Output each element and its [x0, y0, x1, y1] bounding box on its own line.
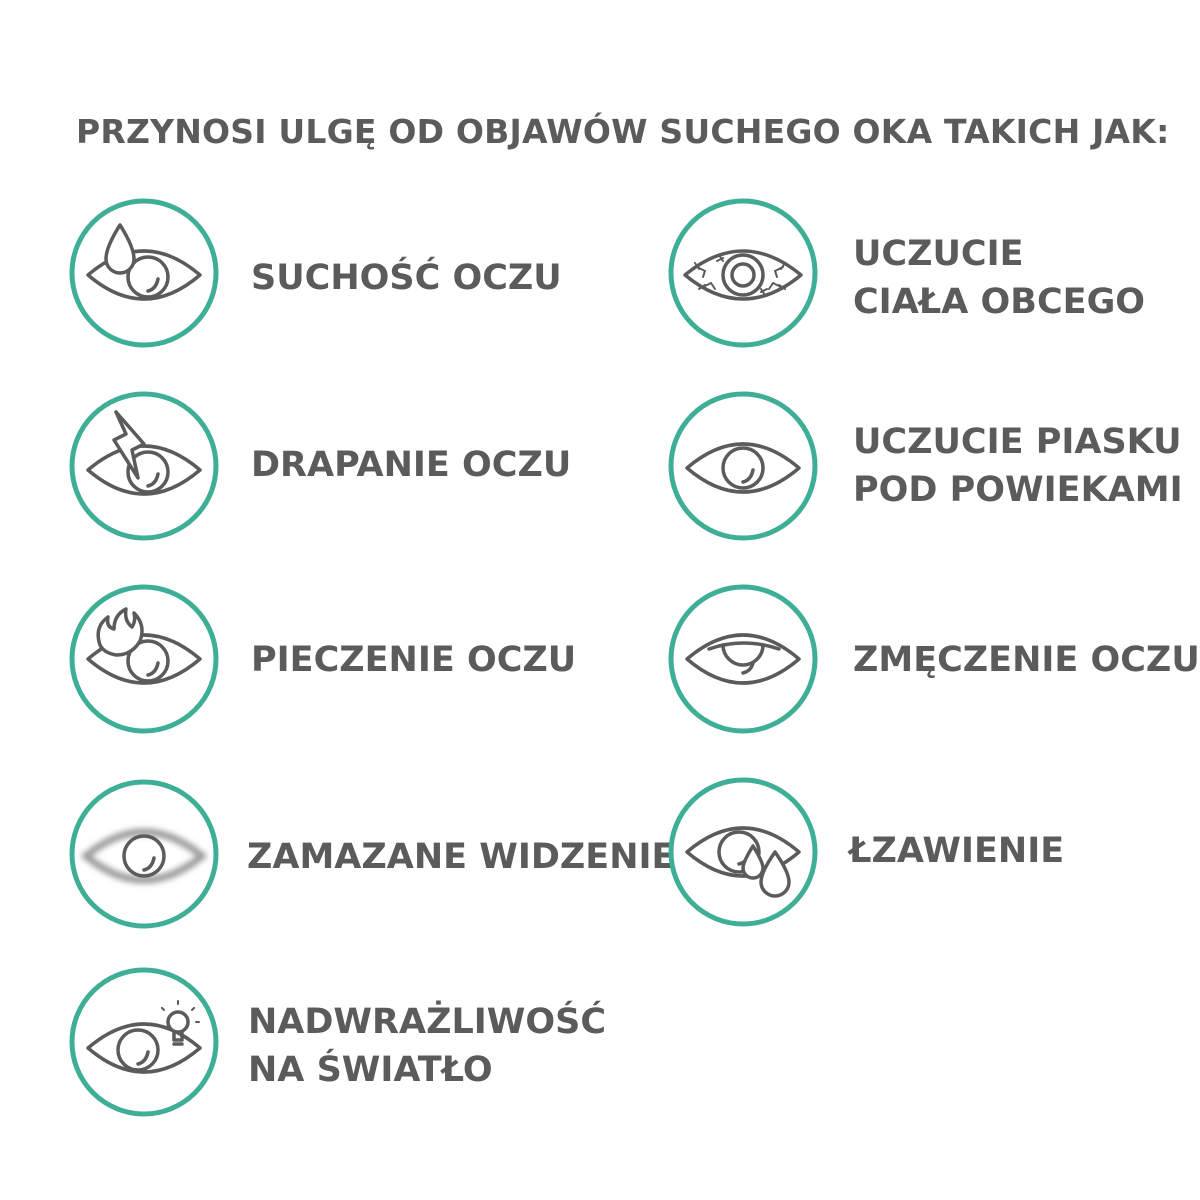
eye-foreign-body-icon — [667, 197, 819, 349]
eye-tears-icon — [667, 776, 819, 928]
symptom-label-scratching: DRAPANIE OCZU — [251, 445, 572, 485]
page-headline: PRZYNOSI ULGĘ OD OBJAWÓW SUCHEGO OKA TAKICH JAK: — [76, 112, 1170, 151]
symptom-label-blurred: ZAMAZANE WIDZENIE — [247, 837, 676, 877]
eye-lightbulb-icon — [68, 966, 220, 1118]
tired-eye-icon — [667, 583, 819, 735]
symptom-label-foreign-body: UCZUCIE CIAŁA OBCEGO — [853, 234, 1146, 322]
eye-drop-icon — [68, 197, 220, 349]
symptom-label-burning: PIECZENIE OCZU — [251, 640, 577, 680]
eye-flame-icon — [68, 583, 220, 735]
symptom-label-sand: UCZUCIE PIASKU POD POWIEKAMI — [853, 422, 1183, 510]
symptom-label-light-sensitivity: NADWRAŻLIWOŚĆ NA ŚWIATŁO — [248, 1002, 607, 1090]
eye-lightning-icon — [68, 390, 220, 542]
eye-icon — [667, 390, 819, 542]
symptom-label-tearing: ŁZAWIENIE — [849, 831, 1065, 871]
blurred-eye-icon — [68, 778, 220, 930]
symptom-label-fatigue: ZMĘCZENIE OCZU — [853, 640, 1200, 680]
symptom-label-dryness: SUCHOŚĆ OCZU — [251, 258, 562, 298]
